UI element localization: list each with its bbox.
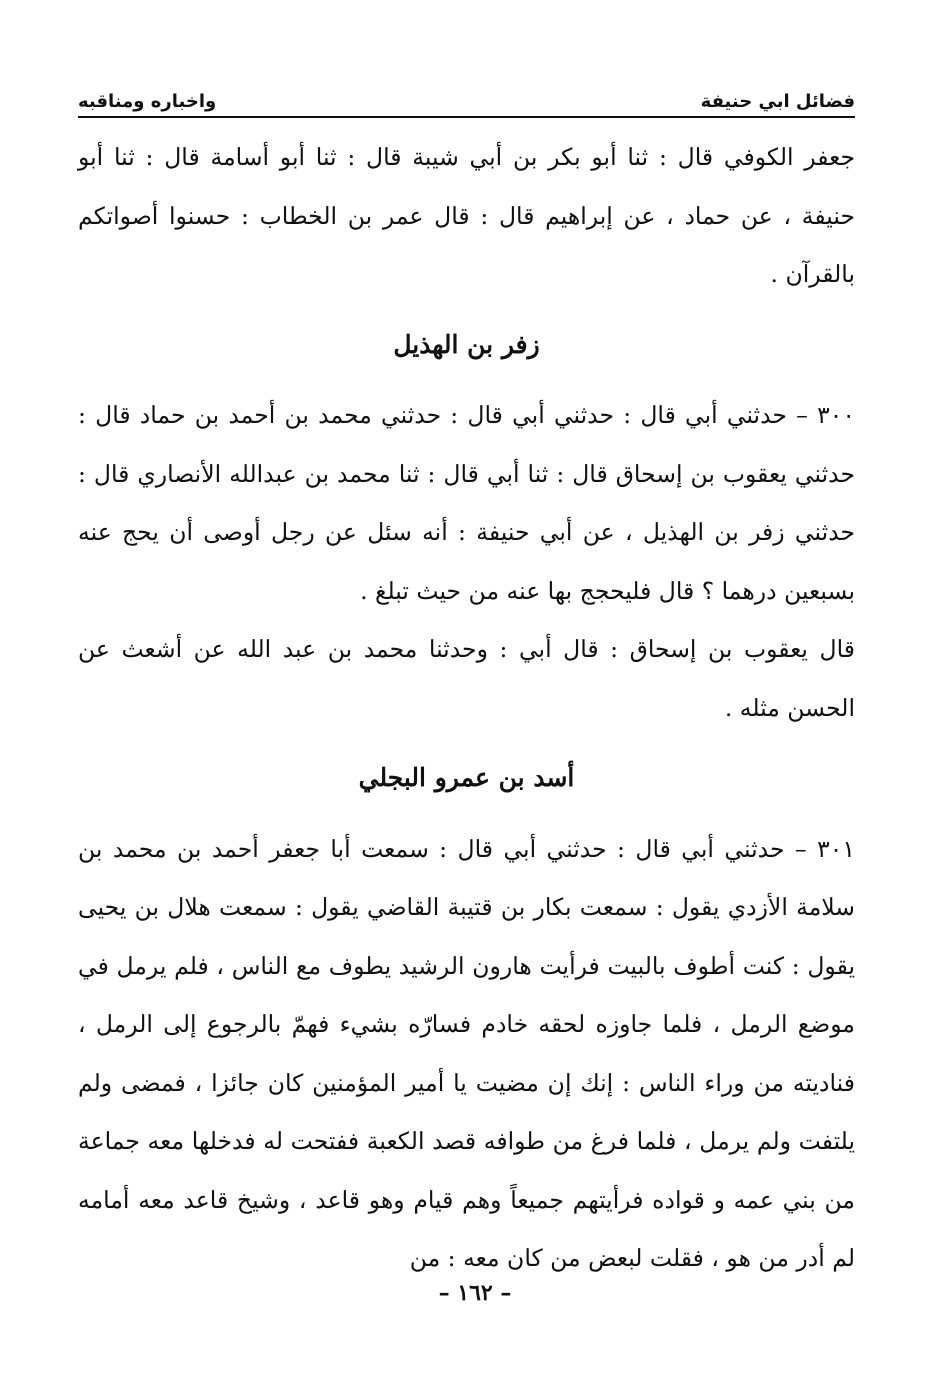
hadith-301-paragraph — [78, 820, 855, 1288]
intro-paragraph: جعفر الكوفي قال : ثنا أبو بكر بن أبي شيبة قال : ثنا أبو أسامة قال : ثنا أبو حنيفة ، عن حماد ، عن إبراهيم قال : قال عمر بن الخطاب : حسنوا أصواتكم بالقرآن . — [78, 143, 855, 288]
header-section-title: واخباره ومناقبه — [78, 91, 217, 112]
page-number: – ١٦٢ – — [438, 1280, 512, 1306]
hadith-300-text: حدثني أبي قال : حدثني أبي قال : حدثني محمد بن أحمد بن حماد قال : حدثني يعقوب بن إسحاق قال : ثنا أبي قال : ثنا محمد بن عبدالله الأنصاري قال : حدثني زفر بن الهذيل ، عن أبي حنيفة : أنه سئل عن رجل أوصى أن يحج عنه بسبعين درهما ؟ قال فليحجج بها عنه من حيث تبلغ . — [78, 401, 855, 605]
running-header — [78, 72, 855, 112]
page-body — [78, 128, 855, 1288]
hadith-number-301: ٣٠١ – — [794, 834, 855, 863]
hadith-301-text: حدثني أبي قال : حدثني أبي قال : سمعت أبا جعفر أحمد بن محمد بن سلامة الأزدي يقول : سمعت بكار بن قتيبة القاضي يقول : سمعت هلال بن يحيى يقول : كنت أطوف بالبيت فرأيت هارون الرشيد يطوف مع الناس ، فلم يرمل في موضع الرمل ، فلما جاوزه لحقه خادم فسارّه بشيء فهمّ بالرجوع إلى الرمل ، فناديته من وراء الناس : إنك إن مضيت يا أمير المؤمنين كان جائزا ، فمضى ولم يلتفت ولم يرمل ، فلما فرغ من طوافه قصد الكعبة ففتحت له فدخلها معه جماعة من بني عمه و قواده فرأيتهم جميعاً وهم قيام وهو قاعد ، وشيخ قاعد معه أمامه لم أدر من هو ، فقلت لبعض من كان معه : من — [78, 834, 855, 1272]
header-rule — [78, 116, 855, 118]
header-book-title: فضائل ابي حنيفة — [700, 91, 855, 112]
section-heading-zufar: زفر بن الهذيل — [393, 329, 540, 359]
hadith-300-continuation: قال يعقوب بن إسحاق : قال أبي : وحدثنا محمد بن عبد الله عن أشعث عن الحسن مثله . — [78, 635, 855, 722]
hadith-number-300: ٣٠٠ – — [796, 401, 855, 429]
section-heading-asad: أسد بن عمرو البجلي — [358, 763, 575, 792]
hadith-300-paragraph — [78, 386, 855, 620]
